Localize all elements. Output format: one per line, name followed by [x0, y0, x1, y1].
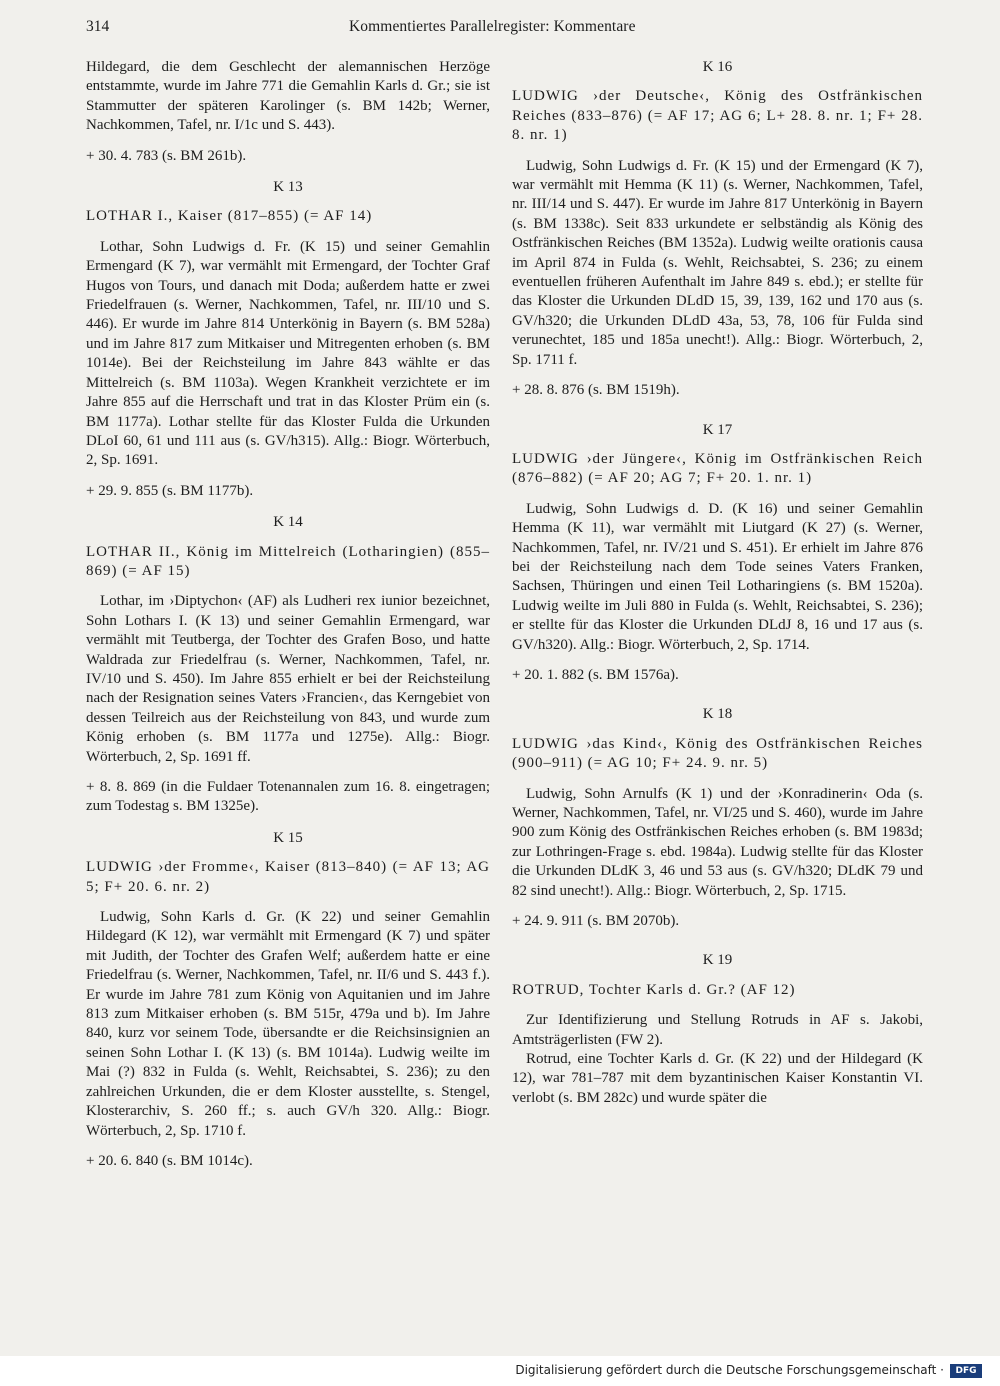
entry-title: ROTRUD, Tochter Karls d. Gr.? (AF 12) — [512, 981, 796, 998]
entry-title: LUDWIG ›der Deutsche‹, König des Ostfränkischen Reiches (833–876) (= AF 17; AG 6; L+ 28. 8. nr. 1; F+ 28. 8. nr. 1) — [512, 88, 923, 144]
digitization-footer — [0, 1356, 1000, 1386]
entry-body: Ludwig, Sohn Ludwigs d. Fr. (K 15) und der Ermengard (K 7), war vermählt mit Hemma (K 11) (s. Werner, Nachkommen, Tafel, nr. III/14 und S. 447). Er wurde im Jahre 817 Unterkönig in Bayern (s. BM 1338c). Seit 833 urkundete er selbständig als König des Ostfränkischen Reiches (BM 1352a). Ludwig weilte orationis causa im April 874 in Fulda (s. Wehlt, Reichsabtei, S. 236; zu einem eventuellen früheren Aufenthalt im Jahre 849 s. ebd.); er stellte für das Kloster die Urkunden DLdD 15, 39, 139, 162 und 170 aus (s. GV/h320; die Urkunden DLdD 43a, 53, 78, 106 für Fulda sind verunechtet, 185 und 185a unecht!). Allg.: Biogr. Wörterbuch, 2, Sp. 1711 f. — [512, 157, 923, 368]
death-date: + 20. 1. 882 (s. BM 1576a). — [512, 666, 679, 683]
entry-number: K 15 — [273, 829, 303, 846]
entry-body: Ludwig, Sohn Arnulfs (K 1) und der ›Konradinerin‹ Oda (s. Werner, Nachkommen, Tafel, nr. VI/25 und S. 460), wurde im Jahre 900 zum König des Ostfränkischen Reiches erhoben (s. BM 1983d; zur Lothringen-Frage s. ebd. 1984a). Ludwig stellte für das Kloster die Urkunden DLdK 3, 46 und 53 aus (s. GV/h320; DLdK 79 und 82 sind unecht!). Allg.: Biogr. Wörterbuch, 2, Sp. 1715. — [512, 785, 923, 899]
entry-title: LUDWIG ›der Fromme‹, Kaiser (813–840) (= AF 13; AG 5; F+ 20. 6. nr. 2) — [86, 859, 490, 895]
page-number: 314 — [86, 18, 110, 35]
right-column — [512, 58, 923, 1108]
entry-body: Ludwig, Sohn Karls d. Gr. (K 22) und seiner Gemahlin Hildegard (K 12), war vermählt mit Ermengard (K 7) und später mit Judith, der Tochter des Grafen Welf; außerdem hatte er eine Friedelfrau (s. Werner, Nachkommen, Tafel, nr. II/6 und S. 443 f.). Er wurde im Jahre 781 zum König von Aquitanien und im Jahre 813 zum Mitkaiser erhoben (s. BM 515r, 479a und b). Im Jahre 840, kurz vor seinem Tode, übersandte er die Reichsinsignien an seinen Sohn Lothar I. (K 13) (s. BM 1014a). Ludwig weilte im Mai (?) 832 in Fulda (s. Wehlt, Reichsabtei, S. 236); zu den zahlreichen Urkunden, die er dem Kloster ausstellte, s. Stengel, Klosterarchiv, S. 260 ff.; s. auch GV/h 320. Allg.: Biogr. Wörterbuch, 2, Sp. 1710 f. — [86, 909, 490, 1139]
death-date: + 29. 9. 855 (s. BM 1177b). — [86, 482, 254, 499]
death-date: + 8. 8. 869 (in die Fuldaer Totenannalen zum 16. 8. eingetragen; zum Todestag s. BM 1325e). — [86, 779, 490, 815]
left-column — [86, 58, 490, 1171]
entry-number: K 19 — [702, 952, 733, 969]
entry-number: K 13 — [273, 179, 303, 196]
entry-title: LOTHAR II., König im Mittelreich (Lotharingien) (855–869) (= AF 15) — [86, 543, 490, 579]
entry-body: Lothar, Sohn Ludwigs d. Fr. (K 15) und seiner Gemahlin Ermengard (K 7), war vermählt mit Ermengard, der Tochter Graf Hugos von Tours, und danach mit Doda; außerdem hatte er zwei Friedelfrauen (s. Werner, Nachkommen, Tafel, nr. III/10 und S. 446). Er wurde im Jahre 814 Unterkönig in Bayern (s. BM 528a) und im Jahre 817 zum Mitkaiser und Mitregenten erhoben (s. BM 1014e). Bei der Reichsteilung im Jahre 843 wählte er das Mittelreich (s. BM 1103a). Wegen Krankheit verzichtete er im Jahre 855 auf die Herrschaft und trat in das Kloster Prüm ein (s. BM 1177a). Lothar stellte für das Kloster Fulda die Urkunden DLoI 60, 61 und 111 aus (s. GV/h315). Allg.: Biogr. Wörterbuch, 2, Sp. 1691. — [86, 238, 490, 469]
death-date: + 24. 9. 911 (s. BM 2070b). — [512, 913, 680, 930]
entry-body: Rotrud, eine Tochter Karls d. Gr. (K 22) und der Hildegard (K 12), war 781–787 mit dem byzantinischen Kaiser Konstantin VI. verlobt (s. BM 282c) und wurde später die — [512, 1051, 923, 1106]
entry-title: LUDWIG ›der Jüngere‹, König im Ostfränkischen Reich (876–882) (= AF 20; AG 7; F+ 20. 1. nr. 1) — [512, 450, 923, 487]
death-date: + 30. 4. 783 (s. BM 261b). — [86, 147, 247, 164]
dfg-logo: DFG — [950, 1364, 982, 1378]
death-date: + 20. 6. 840 (s. BM 1014c). — [86, 1152, 253, 1169]
entry-number: K 14 — [273, 514, 303, 531]
entry-body: Zur Identifizierung und Stellung Rotruds in AF s. Jakobi, Amtsträgerlisten (FW 2). — [512, 1012, 923, 1048]
entry-number: K 18 — [702, 706, 733, 723]
death-date: + 28. 8. 876 (s. BM 1519h). — [512, 382, 680, 399]
entry-body: Lothar, im ›Diptychon‹ (AF) als Ludheri rex iunior bezeichnet, Sohn Lothars I. (K 13) und seiner Gemahlin Ermengard, war vermählt mit Teutberga, der Tochter des Grafen Boso, und hatte Waldrada zur Friedelfrau (s. Werner, Nachkommen, Tafel, nr. IV/10 und S. 450). Im Jahre 855 erhielt er bei der Reichsteilung nach der Resignation seines Vaters ›Francien‹, das Kerngebiet von dessen Teilreich aus der Reichsteilung von 843, und wurde zum König erhoben (s. BM 1177a und 1275e). Allg.: Biogr. Wörterbuch, 2, Sp. 1691 ff. — [86, 593, 490, 765]
entry-body: Ludwig, Sohn Ludwigs d. D. (K 16) und seiner Gemahlin Hemma (K 11), war vermählt mit Liutgard (K 27) (s. Werner, Nachkommen, Tafel, nr. IV/21 und S. 451). Er erhielt im Jahre 876 bei der Reichsteilung nach dem Tode seines Vaters Franken, Sachsen, Thüringen und einen Teil Lotharingiens (s. BM 1520a). Ludwig weilte im Juli 880 in Fulda (s. Wehlt, Reichsabtei, S. 236); er stellte für das Kloster die Urkunden DLdJ 8, 16 und 17 aus (s. GV/h320). Allg.: Biogr. Wörterbuch, 2, Sp. 1714. — [512, 500, 923, 653]
entry-title: LOTHAR I., Kaiser (817–855) (= AF 14) — [86, 208, 373, 225]
paragraph: Hildegard, die dem Geschlecht der alemannischen Herzöge entstammte, wurde im Jahre 771 die Gemahlin Karls d. Gr.; sie ist Stammutter der späteren Karolinger (s. BM 142b; Werner, Nachkommen, Tafel, nr. I/1c und S. 443). — [86, 59, 490, 134]
entry-number: K 17 — [702, 421, 733, 438]
funding-note: Digitalisierung gefördert durch die Deutsche Forschungsgemeinschaft · — [515, 1363, 944, 1377]
page-header — [86, 18, 926, 46]
entry-number: K 16 — [702, 59, 733, 75]
running-title: Kommentiertes Parallelregister: Kommentare — [349, 18, 636, 35]
entry-title: LUDWIG ›das Kind‹, König des Ostfränkischen Reiches (900–911) (= AG 10; F+ 24. 9. nr. 5) — [512, 735, 923, 772]
